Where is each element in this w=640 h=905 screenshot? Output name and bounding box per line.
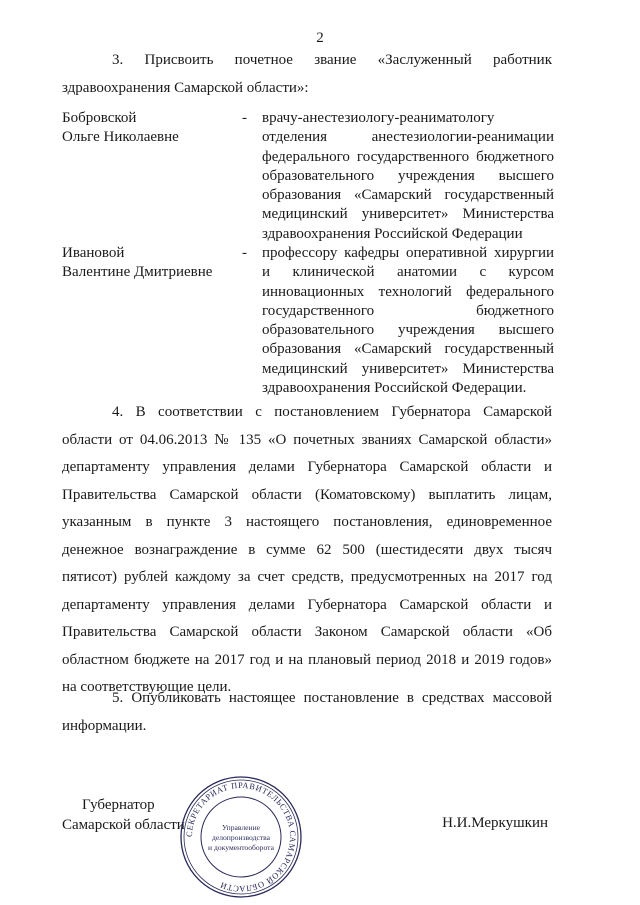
awardee-1-given-name: Ольге Николаевне (62, 129, 179, 145)
awardee-2-given-name: Валентине Дмитриевне (62, 264, 213, 280)
signatory-title (62, 795, 185, 835)
awardee-1-surname: Бобровской (62, 110, 137, 126)
stamp-center-line-3: и документооборота (208, 843, 274, 852)
awardee-1-name (62, 109, 179, 147)
awardee-2-description: профессору кафедры оперативной хирургии и клинической анатомии с курсом инновационных технологий федерального государственного бюджетного образовательного учреждения высшего образования «Самарский государственный медицинский университет» Министерства здравоохранения Российской Федерации. (262, 245, 554, 397)
signatory-title-line-1: Губернатор (82, 797, 155, 813)
official-stamp (178, 774, 304, 900)
page-number: 2 (316, 30, 324, 46)
stamp-center-line-1: Управление (221, 823, 261, 832)
stamp-center-line-2: делопроизводства (211, 833, 271, 842)
awardee-1-description: врачу-анестезиологу-реаниматологу отделения анестезиологии-реанимации федерального государственного бюджетного образовательного учреждения высшего образования «Самарский государственный медицинский университет» Министерства здравоохранения Российской Федерации (262, 110, 554, 242)
awardee-2-name (62, 244, 212, 282)
signatory-name: Н.И.Меркушкин (442, 815, 548, 831)
item-4-paragraph: 4. В соответствии с постановлением Губернатора Самарской области от 04.06.2013 № 135 «О почетных званиях Самарской области» департаменту управления делами Губернатора Самарской области и Правительства Самарской области (Коматовскому) выплатить лицам, указанным в пункте 3 настоящего постановления, единовременное денежное вознаграждение в сумме 62 500 (шестидесяти двух тысяч пятисот) рублей каждому за счет средств, предусмотренных на 2017 год департаменту управления делами Губернатора Самарской области и Правительства Самарской области Законом Самарской области «Об областном бюджете на 2017 год и на плановый период 2018 и 2019 годов» на соответствующие цели. (62, 404, 552, 695)
awardee-2-dash: - (242, 245, 247, 261)
awardee-1-dash: - (242, 110, 247, 126)
awardee-2-surname: Ивановой (62, 245, 125, 261)
signatory-title-line-2: Самарской области (62, 817, 185, 833)
item-5-paragraph: 5. Опубликовать настоящее постановление в средствах массовой информации. (62, 690, 552, 734)
stamp-ring-text: СЕКРЕТАРИАТ ПРАВИТЕЛЬСТВА САМАРСКОЙ ОБЛАСТИ (184, 780, 298, 894)
item-3-paragraph: 3. Присвоить почетное звание «Заслуженный работник здравоохранения Самарской области»: (62, 52, 552, 96)
